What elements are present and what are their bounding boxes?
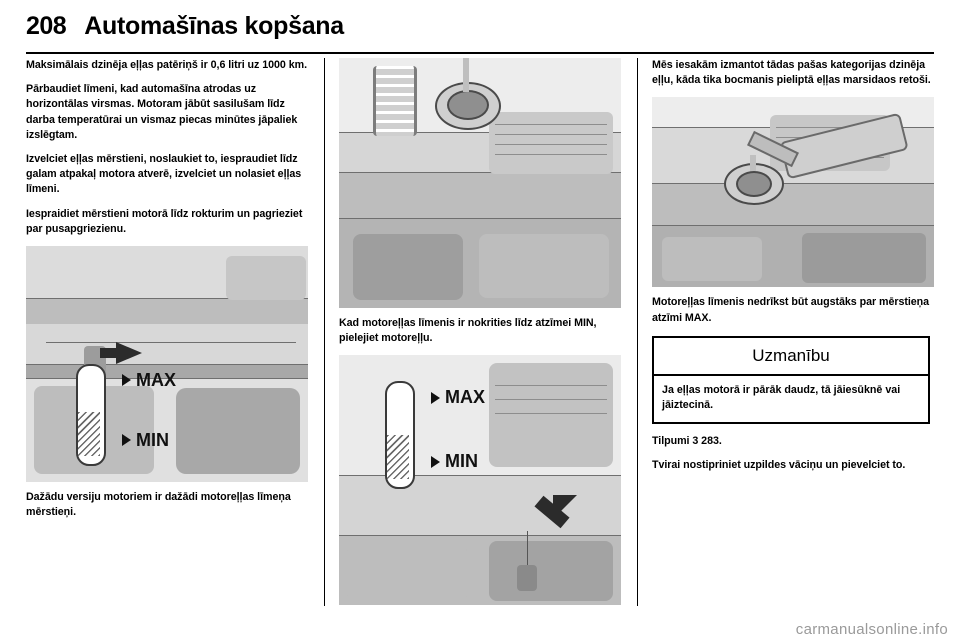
dipstick-max-min-figure [339, 355, 621, 605]
left-paragraph-3: Izvelciet eļļas mērstieni, noslaukiet to, iespraudiet līdz galam atpakaļ motora atverē, izvelciet un nolasiet eļļas līmeni. [26, 152, 302, 196]
left-column [26, 58, 308, 606]
left-paragraph-1: Maksimālais dzinēja eļļas patēriņš ir 0,6 litri uz 1000 km. [26, 59, 308, 71]
right-paragraph-after-figure: Motoreļļas līmenis nedrīkst būt augstāks par mērstieņa atzīmi MAX. [652, 296, 930, 324]
min-label: MIN [122, 430, 169, 451]
caution-box [652, 336, 930, 424]
engine-bay-oil-filler-figure [339, 58, 621, 308]
page-header [26, 12, 934, 54]
page-columns [26, 58, 934, 606]
left-figure-caption: Dažādu versiju motoriem ir dažādi motoreļļas līmeņa mērstieņi. [26, 490, 291, 519]
page-title: Automašīnas kopšana [84, 12, 344, 40]
triangle-marker-icon [122, 434, 131, 446]
middle-column [339, 58, 621, 606]
caution-title: Uzmanību [654, 338, 928, 376]
oil-stream [750, 155, 756, 171]
column-divider-2 [621, 58, 652, 606]
caution-body: Ja eļļas motorā ir pārāk daudz, tā jāiesūknē vai jāiztecinā. [662, 383, 901, 411]
engine-oil-filler-neck-figure [652, 97, 934, 287]
left-paragraph-4: Iespraidiet mērstieni motorā līdz rokturim un pagrieziet par pusapgriezienu. [26, 207, 303, 235]
triangle-marker-icon [122, 374, 131, 386]
max-label: MAX [431, 387, 485, 408]
middle-figure-caption: Kad motoreļļas līmenis ir nokrities līdz atzīmei MIN, pielejiet motoreļļu. [339, 317, 597, 345]
triangle-marker-icon [431, 456, 440, 468]
page-number: 208 [26, 12, 67, 40]
min-label: MIN [431, 451, 478, 472]
coil-spring-icon [373, 66, 417, 136]
triangle-marker-icon [431, 392, 440, 404]
right-paragraph-1: Mēs iesakām izmantot tādas pašas kategorijas dzinēja eļļu, kāda tika bocmanis pieliptā eļļas marsidaos retoši. [652, 59, 931, 87]
max-label: MAX [122, 370, 176, 391]
watermark: carmanualsonline.info [795, 621, 948, 638]
right-paragraph-volumes: Tilpumi 3 283. [652, 435, 722, 448]
column-divider-1 [308, 58, 339, 606]
oil-stream [463, 58, 469, 92]
left-paragraph-2: Pārbaudiet līmeni, kad automašīna atrodas uz horizontālas virsmas. Motoram jābūt sasilušam līdz darba temperatūrai un vismaz piecas minūtes jāpaliek izslēgtam. [26, 83, 298, 141]
right-paragraph-last: Tvirai nostipriniet uzpildes vāciņu un pievelciet to. [652, 459, 906, 472]
right-column [652, 58, 934, 606]
dipstick-min-max-figure [26, 246, 308, 482]
